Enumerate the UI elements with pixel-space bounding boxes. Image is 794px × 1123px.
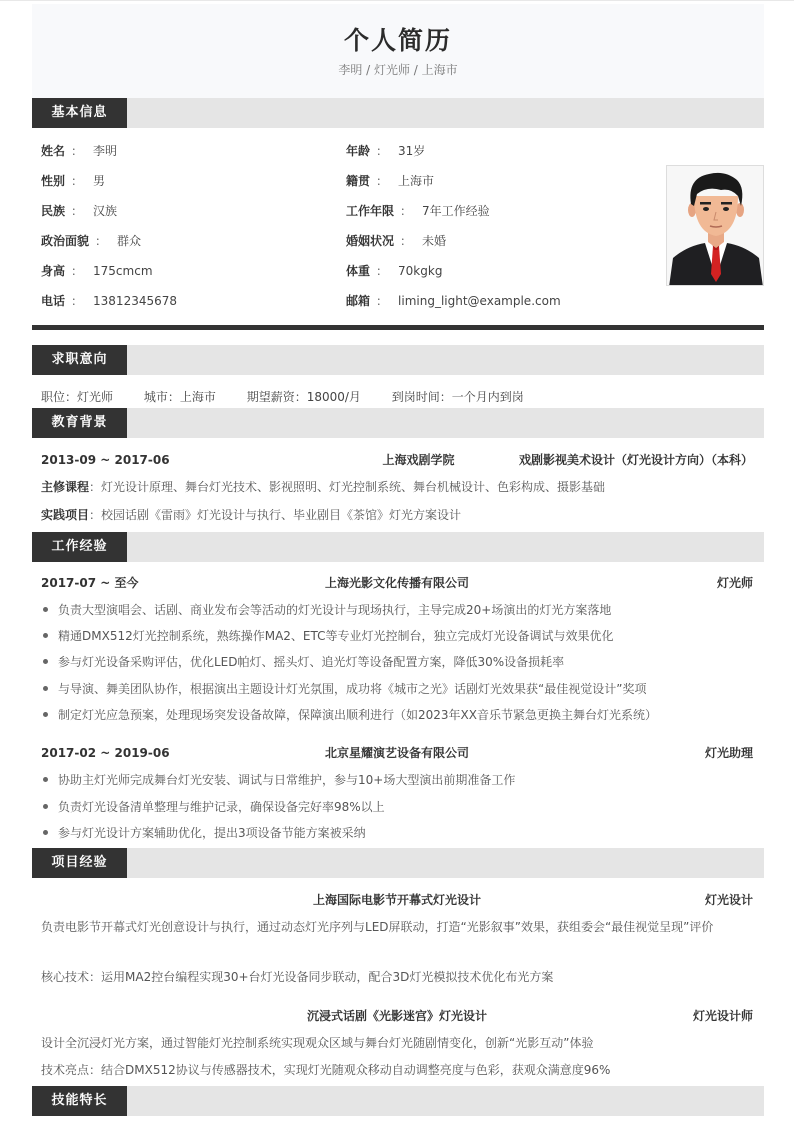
divider-line bbox=[32, 325, 764, 330]
info-ethnicity: 民族 ： 汉族 bbox=[41, 204, 118, 218]
work-header-row bbox=[41, 745, 753, 761]
bullet-icon bbox=[43, 659, 48, 664]
project-tech: 技术亮点：结合DMX512协议与传感器技术，实现灯光随观众移动自动调整亮度与色彩，获观众满意度96% bbox=[41, 1063, 611, 1077]
bullet-icon bbox=[43, 804, 48, 809]
info-phone: 电话 ： 13812345678 bbox=[41, 294, 178, 308]
education-header-row bbox=[41, 452, 753, 468]
bullet-icon bbox=[43, 633, 48, 638]
work-bullet: 协助主灯光师完成舞台灯光安装、调试与日常维护，参与10+场大型演出前期准备工作 bbox=[41, 772, 515, 788]
page-subtitle: 李明 / 灯光师 / 上海市 bbox=[338, 63, 458, 77]
info-height: 身高 ： 175cmcm bbox=[41, 264, 153, 278]
page-title: 个人简历 bbox=[343, 26, 452, 55]
project-role: 灯光设计 bbox=[704, 893, 753, 907]
section-projects bbox=[32, 848, 764, 878]
section-label: 项目经验 bbox=[32, 848, 127, 878]
project-name: 沉浸式话剧《光影迷宫》灯光设计 bbox=[306, 1009, 487, 1023]
bullet-icon bbox=[43, 712, 48, 717]
project-header-row bbox=[41, 1008, 753, 1024]
work-bullet: 负责灯光设备清单整理与维护记录，确保设备完好率98%以上 bbox=[41, 799, 385, 815]
work-bullet: 负责大型演唱会、话剧、商业发布会等活动的灯光设计与现场执行，主导完成20+场演出的灯光方案落地 bbox=[41, 602, 611, 618]
work-bullet: 制定灯光应急预案，处理现场突发设备故障，保障演出顺利进行（如2023年XX音乐节紧急更换主舞台灯光系统） bbox=[41, 707, 657, 723]
project-header-row bbox=[41, 892, 753, 908]
section-label: 基本信息 bbox=[32, 98, 127, 128]
section-label: 教育背景 bbox=[32, 408, 127, 438]
project-role: 灯光设计师 bbox=[692, 1009, 753, 1023]
info-political: 政治面貌 ： 群众 bbox=[41, 234, 142, 248]
project-tech: 核心技术：运用MA2控台编程实现30+台灯光设备同步联动，配合3D灯光模拟技术优化布光方案 bbox=[41, 970, 554, 984]
education-courses: 主修课程：灯光设计原理、舞台灯光技术、影视照明、灯光控制系统、舞台机械设计、色彩构成、摄影基础 bbox=[41, 480, 606, 494]
section-work-experience bbox=[32, 532, 764, 562]
intent-salary: 期望薪资：18000/月 bbox=[246, 390, 361, 404]
work-bullet: 参与灯光设计方案辅助优化，提出3项设备节能方案被采纳 bbox=[41, 825, 366, 841]
project-name: 上海国际电影节开幕式灯光设计 bbox=[312, 893, 481, 907]
intent-arrival: 到岗时间：一个月内到岗 bbox=[391, 390, 524, 404]
section-skills bbox=[32, 1086, 764, 1116]
project-description: 设计全沉浸灯光方案，通过智能灯光控制系统实现观众区域与舞台灯光随剧情变化，创新“光影互动”体验 bbox=[41, 1036, 594, 1050]
education-major: 戏剧影视美术设计（灯光设计方向）（本科） bbox=[518, 453, 753, 467]
intent-city: 城市：上海市 bbox=[143, 390, 216, 404]
project-description: 负责电影节开幕式灯光创意设计与执行，通过动态灯光序列与LED屏联动，打造“光影叙事”效果，获组委会“最佳视觉呈现”评价 bbox=[41, 920, 714, 934]
work-role: 灯光师 bbox=[716, 576, 753, 590]
info-work-years: 工作年限 ： 7年工作经验 bbox=[346, 204, 490, 218]
info-email: 邮箱 ： liming_light@example.com bbox=[346, 294, 561, 308]
info-name: 姓名 ： 李明 bbox=[41, 144, 118, 158]
bullet-icon bbox=[43, 686, 48, 691]
bullet-icon bbox=[43, 607, 48, 612]
intent-position: 职位：灯光师 bbox=[41, 390, 114, 404]
work-bullet: 精通DMX512灯光控制系统，熟练操作MA2、ETC等专业灯光控制台，独立完成灯光设备调试与效果优化 bbox=[41, 628, 614, 644]
work-bullet: 与导演、舞美团队协作，根据演出主题设计灯光氛围，成功将《城市之光》话剧灯光效果获“最佳视觉设计”奖项 bbox=[41, 681, 646, 697]
education-practice: 实践项目：校园话剧《雷雨》灯光设计与执行、毕业剧目《茶馆》灯光方案设计 bbox=[41, 508, 462, 522]
section-job-intent bbox=[32, 345, 764, 375]
section-label: 技能特长 bbox=[32, 1086, 127, 1116]
work-company: 北京星耀演艺设备有限公司 bbox=[324, 746, 469, 760]
bullet-icon bbox=[43, 777, 48, 782]
info-hometown: 籍贯 ： 上海市 bbox=[346, 174, 435, 188]
avatar-illustration-icon bbox=[667, 166, 764, 286]
info-weight: 体重 ： 70kgkg bbox=[346, 264, 443, 278]
section-label: 工作经验 bbox=[32, 532, 127, 562]
work-date: 2017-02 ~ 2019-06 bbox=[41, 746, 170, 760]
education-date: 2013-09 ~ 2017-06 bbox=[41, 453, 170, 467]
work-date: 2017-07 ~ 至今 bbox=[41, 576, 139, 590]
info-gender: 性别 ： 男 bbox=[41, 174, 106, 188]
work-company: 上海光影文化传播有限公司 bbox=[324, 576, 469, 590]
resume-header bbox=[32, 4, 764, 98]
info-age: 年龄 ： 31岁 bbox=[346, 144, 426, 158]
section-label: 求职意向 bbox=[32, 345, 127, 375]
section-education bbox=[32, 408, 764, 438]
info-marital: 婚姻状况 ： 未婚 bbox=[346, 234, 447, 248]
section-basic-info bbox=[32, 98, 764, 128]
job-intent-row bbox=[41, 389, 551, 405]
profile-photo bbox=[666, 165, 764, 286]
work-role: 灯光助理 bbox=[704, 746, 753, 760]
education-school: 上海戏剧学院 bbox=[382, 453, 455, 467]
work-bullet: 参与灯光设备采购评估，优化LED帕灯、摇头灯、追光灯等设备配置方案，降低30%设备损耗率 bbox=[41, 654, 564, 670]
bullet-icon bbox=[43, 830, 48, 835]
work-header-row bbox=[41, 575, 753, 591]
